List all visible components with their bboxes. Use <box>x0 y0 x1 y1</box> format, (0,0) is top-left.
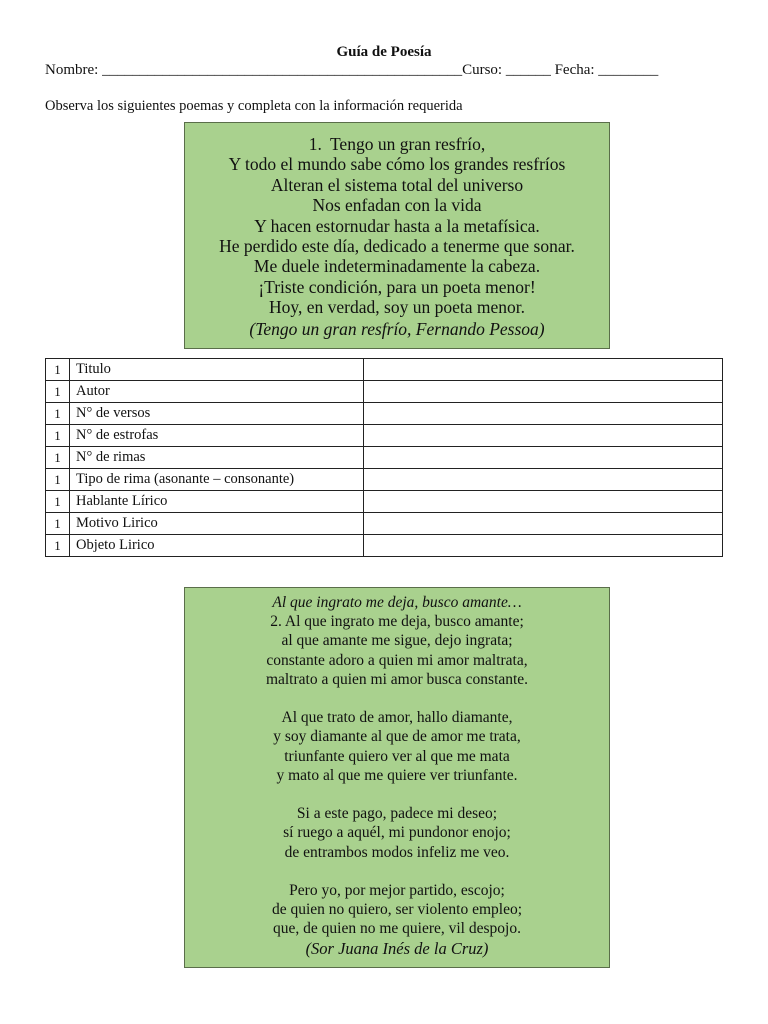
instruction-text: Observa los siguientes poemas y completa con la información requerida <box>45 98 463 114</box>
field-label: Hablante Lírico <box>70 491 364 513</box>
poem-2-subtitle: Al que ingrato me deja, busco amante… <box>272 594 522 611</box>
page-title: Guía de Poesía <box>336 44 432 60</box>
answer-cell[interactable] <box>364 447 723 469</box>
poem-2-line: sí ruego a aquél, mi pundonor enojo; <box>283 824 511 842</box>
points-cell: 1 <box>46 381 70 403</box>
poem-2-line: Si a este pago, padece mi deseo; <box>296 805 498 823</box>
table-row <box>46 425 723 447</box>
poem-2-line: y mato al que me quiere ver triunfante. <box>276 766 518 784</box>
table-row <box>46 491 723 513</box>
stanza-break <box>185 785 609 804</box>
answer-cell[interactable] <box>364 403 723 425</box>
poem-1-line: Nos enfadan con la vida <box>312 195 482 216</box>
poem-1-line: ¡Triste condición, para un poeta menor! <box>258 276 536 297</box>
poem-2-line: de quien no quiero, ser violento empleo; <box>271 901 523 919</box>
stanza-break <box>185 862 609 881</box>
poem-1-line: Y todo el mundo sabe cómo los grandes resfríos <box>228 154 566 175</box>
points-cell: 1 <box>46 513 70 535</box>
answer-cell[interactable] <box>364 359 723 381</box>
poem-2-number: 2. <box>270 613 282 631</box>
field-label: Tipo de rima (asonante – consonante) <box>70 469 364 491</box>
field-label: Autor <box>70 381 364 403</box>
table-row <box>46 513 723 535</box>
poem-2-line: maltrato a quien mi amor busca constante. <box>265 670 529 688</box>
points-cell: 1 <box>46 491 70 513</box>
poem-2-line: que, de quien no me quiere, vil despojo. <box>273 920 521 938</box>
student-info-line: Nombre: ________________________________________________Curso: ______ Fecha: ________ <box>45 62 659 78</box>
field-label: Objeto Lirico <box>70 535 364 557</box>
poem-2-line <box>185 612 609 631</box>
poem-analysis-table <box>45 358 723 557</box>
poem-1-line-text: Tengo un gran resfrío, <box>329 134 486 154</box>
poem-1-line: Me duele indeterminadamente la cabeza. <box>253 256 541 277</box>
table-row <box>46 403 723 425</box>
points-cell: 1 <box>46 425 70 447</box>
poem-1-line: Y hacen estornudar hasta a la metafísica. <box>254 215 540 236</box>
poem-1-line: Alteran el sistema total del universo <box>270 174 524 195</box>
table-row <box>46 359 723 381</box>
poem-1-credit: (Tengo un gran resfrío, Fernando Pessoa) <box>249 318 545 339</box>
poem-2-line: Pero yo, por mejor partido, escojo; <box>289 882 505 899</box>
points-cell: 1 <box>46 359 70 381</box>
poem-2-line: constante adoro a quien mi amor maltrata, <box>266 651 528 669</box>
field-label: Titulo <box>70 359 364 381</box>
answer-cell[interactable] <box>364 381 723 403</box>
table-row <box>46 535 723 557</box>
poem-1-line: He perdido este día, dedicado a tenerme que sonar. <box>219 236 575 257</box>
poem-2-line-text: Al que ingrato me deja, busco amante; <box>284 613 524 631</box>
answer-cell[interactable] <box>364 425 723 447</box>
poem-2-credit: (Sor Juana Inés de la Cruz) <box>305 938 489 958</box>
poem-2-line: y soy diamante al que de amor me trata, <box>273 728 521 746</box>
poem-1-line: Hoy, en verdad, soy un poeta menor. <box>269 297 525 318</box>
answer-cell[interactable] <box>364 469 723 491</box>
table-row <box>46 447 723 469</box>
points-cell: 1 <box>46 403 70 425</box>
table-row <box>46 381 723 403</box>
answer-cell[interactable] <box>364 513 723 535</box>
stanza-break <box>185 689 609 708</box>
points-cell: 1 <box>46 535 70 557</box>
poem-2-line: de entrambos modos infeliz me veo. <box>284 843 510 861</box>
field-label: N° de versos <box>70 403 364 425</box>
field-label: N° de estrofas <box>70 425 364 447</box>
poem-2-line: al que amante me sigue, dejo ingrata; <box>281 632 513 650</box>
points-cell: 1 <box>46 447 70 469</box>
answer-cell[interactable] <box>364 491 723 513</box>
table-row <box>46 469 723 491</box>
poem-1-box <box>184 122 610 349</box>
poem-1-line <box>185 134 609 154</box>
poem-1-number: 1. <box>308 134 322 154</box>
field-label: N° de rimas <box>70 447 364 469</box>
poem-2-line: triunfante quiero ver al que me mata <box>284 747 510 765</box>
points-cell: 1 <box>46 469 70 491</box>
poem-2-line: Al que trato de amor, hallo diamante, <box>281 709 513 727</box>
poem-2-box <box>184 587 610 968</box>
answer-cell[interactable] <box>364 535 723 557</box>
field-label: Motivo Lirico <box>70 513 364 535</box>
